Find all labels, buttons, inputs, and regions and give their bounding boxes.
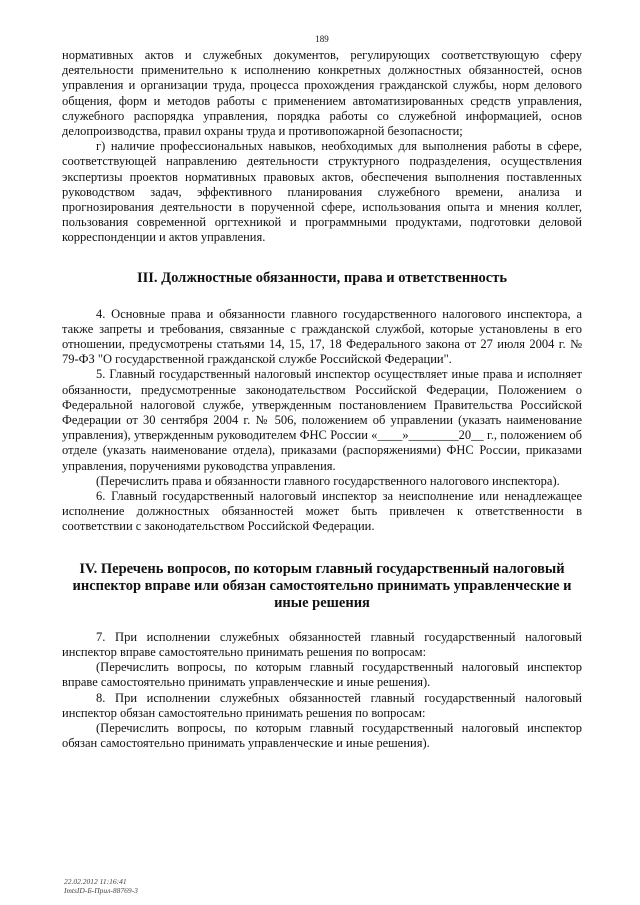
paragraph-list-questions-obliged: (Перечислить вопросы, по которым главный государственный налоговый инспектор обязан самостоятельно принимать управленческие и иные решения). [62,720,582,751]
paragraph-4: 4. Основные права и обязанности главного государственного налогового инспектора, а также запреты и требования, связанные с гражданской службой, которые установлены в его отношении, предусмотрены статьями 14, 15, 17, 18 Федерального закона от 27 июля 2004 г. № 79-ФЗ "О государственной гражданской службе Российской Федерации". [62,306,582,367]
paragraph-5: 5. Главный государственный налоговый инспектор осуществляет иные права и исполняет обязанности, предусмотренные законодательством Российской Федерации, Положением о Федеральной налоговой службе, утвержденным постановлением Правительства Российской Федерации от 30 сентября 2004 г. № 506, положением об управлении (указать наименование управления), утвержденным руководителем ФНС России «____»________20__ г., положением об отделе (указать наименование отдела), приказами (распоряжениями) ФНС России, приказами управления, поручениями руководства управления. [62,367,582,473]
paragraph-8: 8. При исполнении служебных обязанностей главный государственный налоговый инспектор обязан самостоятельно принимать решения по вопросам: [62,690,582,720]
paragraph-list-rights: (Перечислить права и обязанности главного государственного налогового инспектора). [96,473,560,488]
document-stamp [64,877,138,895]
section-3-title: III. Должностные обязанности, права и ответственность [136,269,508,286]
paragraph-6: 6. Главный государственный налоговый инспектор за неисполнение или ненадлежащее исполнение должностных обязанностей может быть привлечен к ответственности в соответствии с законодательством Российской Федерации. [62,489,582,534]
paragraph-continuation: нормативных актов и служебных документов, регулирующих соответствующую сферу деятельности применительно к исполнению конкретных должностных обязанностей, основ управления и организации труда, процесса прохождения гражданской службы, норм делового общения, форм и методов работы с применением автоматизированных средств управления, служебного распорядка управления, порядка работы со служебной информацией, основ делопроизводства, правил охраны труда и противопожарной безопасности; [62,48,582,139]
paragraph-list-questions-right: (Перечислить вопросы, по которым главный государственный налоговый инспектор вправе самостоятельно принимать управленческие и иные решения). [62,660,582,690]
paragraph-item-g: г) наличие профессиональных навыков, необходимых для выполнения работы в сфере, соответствующей направлению деятельности структурного подразделения, осуществления экспертизы проектов нормативных правовых актов, обеспечения выполнения поставленных руководством задач, эффективного планирования служебного времени, анализа и прогнозирования деятельности в порученной сфере, использования опыта и мнения коллег, пользования современной оргтехникой и программными продуктами, подготовки деловой корреспонденции и актов управления. [62,139,582,245]
section-4-title: IV. Перечень вопросов, по которым главный государственный налоговый инспектор вправе или обязан самостоятельно принимать управленческие и иные решения [72,560,572,611]
stamp-datetime: 22.02.2012 11:16:41 [64,877,127,886]
paragraph-7: 7. При исполнении служебных обязанностей главный государственный налоговый инспектор вправе самостоятельно принимать решения по вопросам: [62,629,582,659]
page-number: 189 [315,34,329,44]
stamp-id: ImtsID-Б-Прил-88769-3 [64,886,138,895]
